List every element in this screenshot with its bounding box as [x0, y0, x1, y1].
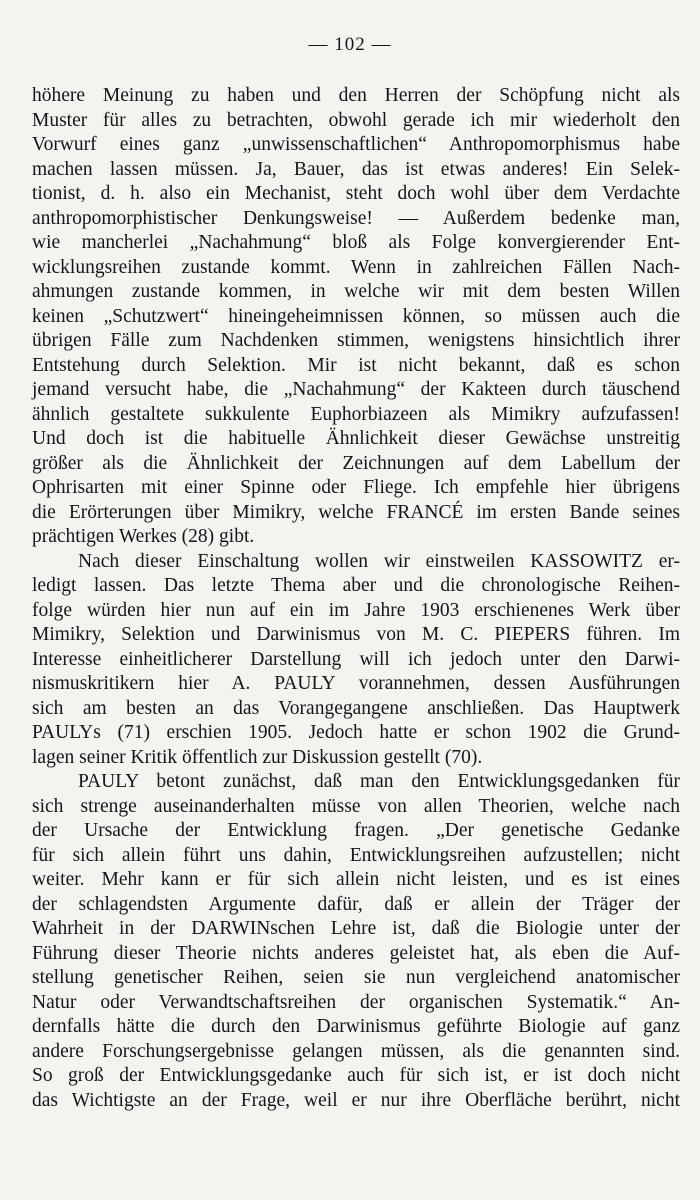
- text-line: Führung dieser Theorie nichts anderes geleistet hat, als eben die Auf-: [32, 942, 680, 964]
- text-line: lagen seiner Kritik öffentlich zur Diskussion gestellt (70).: [32, 746, 483, 768]
- body-text: [32, 84, 680, 1113]
- text-line: anthropomorphistischer Denkungsweise! — Außerdem bedenke man,: [32, 207, 680, 229]
- text-line: stellung genetischer Reihen, seien sie nun vergleichend anatomischer: [32, 967, 680, 988]
- text-line: sich strenge auseinanderhalten müsse von allen Theorien, welche nach: [32, 795, 680, 817]
- text-line: wicklungsreihen zustande kommt. Wenn in zahlreichen Fällen Nach-: [32, 256, 680, 278]
- text-line: nismuskritikern hier A. PAULY vorannehmen, dessen Ausführungen: [32, 673, 680, 694]
- text-line: Entstehung durch Selektion. Mir ist nicht bekannt, daß es schon: [32, 354, 680, 376]
- text-line: tionist, d. h. also ein Mechanist, steht doch wohl über dem Verdachte: [32, 183, 680, 204]
- text-line: Wahrheit in der DARWINschen Lehre ist, daß die Biologie unter der: [32, 918, 680, 939]
- text-line: prächtigen Werkes (28) gibt.: [32, 526, 255, 547]
- text-line: folge würden hier nun auf ein im Jahre 1903 erschienenes Werk über: [32, 599, 680, 621]
- text-line: Vorwurf eines ganz „unwissenschaftlichen“ Anthropomorphismus habe: [32, 134, 680, 155]
- text-line: Nach dieser Einschaltung wollen wir einstweilen KASSOWITZ er-: [78, 550, 680, 572]
- text-line: Mimikry, Selektion und Darwinismus von M. C. PIEPERS führen. Im: [32, 624, 680, 645]
- text-line: machen lassen müssen. Ja, Bauer, das ist etwas anderes! Ein Selek-: [32, 158, 680, 180]
- text-line: Interesse einheitlicherer Darstellung will ich jedoch unter den Darwi-: [32, 648, 680, 670]
- text-line: sich am besten an das Vorangegangene anschließen. Das Hauptwerk: [32, 697, 680, 719]
- text-line: dernfalls hätte die durch den Darwinismus geführte Biologie auf ganz: [32, 1016, 680, 1037]
- text-line: PAULY betont zunächst, daß man den Entwicklungsgedanken für: [78, 771, 680, 792]
- text-line: jemand versucht habe, die „Nachahmung“ der Kakteen durch täuschend: [32, 379, 680, 400]
- page-number: — 102 —: [308, 34, 392, 55]
- text-line: für sich allein führt uns dahin, Entwicklungsreihen aufzustellen; nicht: [32, 844, 680, 866]
- text-line: Ophrisarten mit einer Spinne oder Fliege. Ich empfehle hier übrigens: [32, 477, 680, 498]
- text-line: PAULYs (71) erschien 1905. Jedoch hatte er schon 1902 die Grund-: [32, 722, 680, 743]
- text-line: Muster für alles zu betrachten, obwohl gerade ich mir wiederholt den: [32, 109, 680, 131]
- text-line: ahmungen zustande kommen, in welche wir mit dem besten Willen: [32, 281, 680, 302]
- text-line: das Wichtigste an der Frage, weil er nur ihre Oberfläche berührt, nicht: [32, 1089, 680, 1111]
- text-line: weiter. Mehr kann er für sich allein nicht leisten, und es ist eines: [32, 869, 680, 890]
- text-line: keinen „Schutzwert“ hineingeheimnissen können, so müssen auch die: [32, 305, 680, 327]
- text-line: der Ursache der Entwicklung fragen. „Der genetische Gedanke: [32, 820, 680, 841]
- text-line: größer als die Ähnlichkeit der Zeichnungen auf dem Labellum der: [32, 452, 680, 474]
- text-line: So groß der Entwicklungsgedanke auch für sich ist, er ist doch nicht: [32, 1065, 680, 1086]
- text-line: andere Forschungsergebnisse gelangen müssen, als die genannten sind.: [32, 1040, 680, 1062]
- text-line: Und doch ist die habituelle Ähnlichkeit dieser Gewächse unstreitig: [32, 428, 680, 449]
- text-line: Natur oder Verwandtschaftsreihen der organischen Systematik.“ An-: [32, 991, 680, 1013]
- text-line: die Erörterungen über Mimikry, welche FRANCÉ im ersten Bande seines: [32, 501, 680, 523]
- text-line: wie mancherlei „Nachahmung“ bloß als Folge konvergierender Ent-: [32, 232, 680, 253]
- text-line: ähnlich gestaltete sukkulente Euphorbiazeen als Mimikry aufzufassen!: [32, 403, 680, 425]
- text-line: der schlagendsten Argumente dafür, daß er allein der Träger der: [32, 893, 680, 915]
- text-line: übrigen Fälle zum Nachdenken stimmen, wenigstens hinsichtlich ihrer: [32, 330, 680, 351]
- text-line: höhere Meinung zu haben und den Herren der Schöpfung nicht als: [32, 85, 680, 106]
- text-line: ledigt lassen. Das letzte Thema aber und die chronologische Reihen-: [32, 575, 680, 596]
